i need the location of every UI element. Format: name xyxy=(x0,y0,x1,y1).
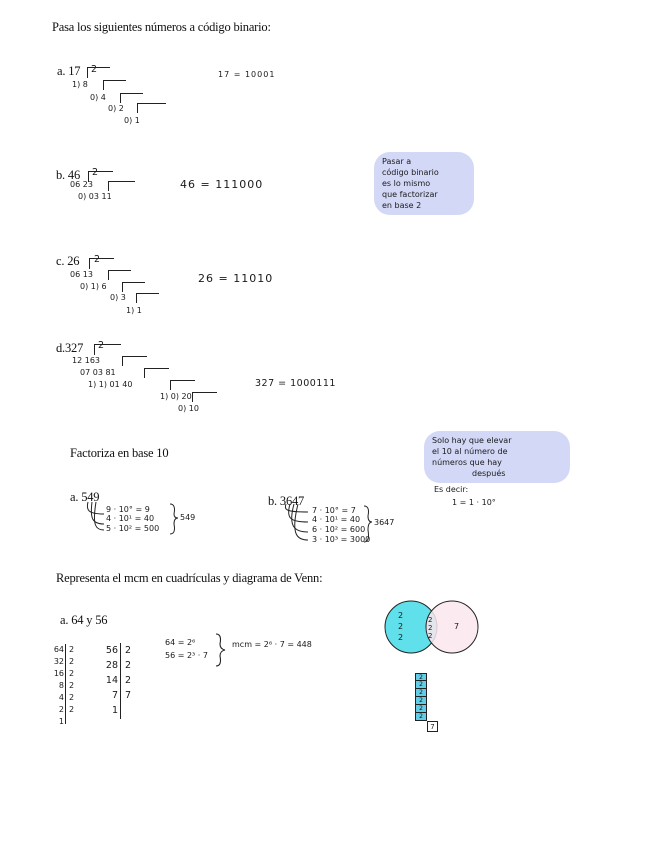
grid-cell: 2 xyxy=(415,681,427,689)
grid-cell: 2 xyxy=(415,705,427,713)
note-factor xyxy=(424,431,570,483)
division-bracket xyxy=(108,181,135,191)
division-bracket xyxy=(103,80,126,90)
factor-term: 6 · 10² = 600 xyxy=(312,525,366,534)
grid-cell: 2 xyxy=(415,689,427,697)
dividend: 32 xyxy=(53,657,64,666)
note-line: 1 = 1 · 10° xyxy=(452,498,496,507)
binary-result-d: 327 = 1000111 xyxy=(255,378,336,389)
dividend: 56 xyxy=(105,645,118,656)
divisor: 2 xyxy=(69,645,75,654)
division-row: 06 13 xyxy=(70,270,93,279)
division-bracket xyxy=(122,356,147,366)
venn-diagram xyxy=(382,596,482,686)
divisor: 2 xyxy=(125,660,132,671)
note-line: Es decir: xyxy=(434,485,469,494)
venn-value: 2 xyxy=(398,633,404,642)
venn-value: 2 xyxy=(398,622,404,631)
factor-column-64 xyxy=(44,644,64,728)
note-line: en base 2 xyxy=(382,201,422,210)
divisor: 2 xyxy=(69,669,75,678)
dividend: 1 xyxy=(58,717,64,726)
factor-term: 9 · 10° = 9 xyxy=(106,505,150,514)
division-row: 12 163 xyxy=(72,356,100,365)
instruction-factor: Factoriza en base 10 xyxy=(70,446,169,460)
factor-b-label: b. 3647 xyxy=(268,494,305,508)
division-row: 1) 1 xyxy=(126,306,142,315)
division-row: 0) 03 11 xyxy=(78,192,112,201)
binary-result-c: 26 = 11010 xyxy=(198,272,274,285)
mcm-grid xyxy=(415,673,427,721)
equation-56: 56 = 2³ · 7 xyxy=(165,651,208,660)
venn-value: 2 xyxy=(428,632,433,640)
division-row: 06 23 xyxy=(70,180,93,189)
note-binary xyxy=(374,152,474,215)
division-row: 1) 0) 20 xyxy=(160,392,192,401)
equation-64: 64 = 2⁶ xyxy=(165,638,196,647)
factor-total: 549 xyxy=(180,513,196,522)
instruction-binary: Pasa los siguientes números a código binario: xyxy=(52,20,271,34)
division-row: 0) 1 xyxy=(124,116,140,125)
note-line: después xyxy=(472,469,506,478)
dividend: 14 xyxy=(105,675,118,686)
venn-value: 2 xyxy=(428,624,433,632)
grid-cell-extra: 7 xyxy=(427,721,438,732)
factor-column-56 xyxy=(98,643,118,718)
divisor-column-64 xyxy=(69,644,74,716)
brace xyxy=(214,632,228,668)
note-line: es lo mismo xyxy=(382,179,431,188)
division-row: 0) 10 xyxy=(178,404,199,413)
mcm-result: mcm = 2⁶ · 7 = 448 xyxy=(232,640,312,649)
factor-a-label: a. 549 xyxy=(70,490,100,504)
exercise-d-label: d.327 xyxy=(56,341,84,355)
division-bracket xyxy=(136,293,159,303)
division-row: 07 03 81 xyxy=(80,368,116,377)
dividend: 7 xyxy=(111,690,118,701)
venn-value: 2 xyxy=(398,611,404,620)
venn-right-factor: 7 xyxy=(454,622,460,631)
division-bracket xyxy=(89,258,114,269)
exercise-b-label: b. 46 xyxy=(56,168,81,182)
division-row: 0) 4 xyxy=(90,93,106,102)
division-row: 0) 2 xyxy=(108,104,124,113)
division-bracket xyxy=(144,368,169,378)
divisor: 2 xyxy=(69,681,75,690)
grid-cell: 2 xyxy=(415,713,427,721)
division-row: 1) 1) 01 40 xyxy=(88,380,133,389)
division-bracket xyxy=(120,93,143,103)
grid-cell: 2 xyxy=(415,673,427,681)
column-divider xyxy=(120,643,121,719)
division-bracket xyxy=(192,392,217,402)
factor-term: 4 · 10¹ = 40 xyxy=(312,515,361,524)
divisor: 2 xyxy=(125,645,132,656)
division-row: 1) 8 xyxy=(72,80,88,89)
instruction-mcm: Representa el mcm en cuadrículas y diagrama de Venn: xyxy=(56,571,323,585)
divisor: 2 xyxy=(69,693,75,702)
venn-value: 2 xyxy=(428,616,433,624)
divisor: 7 xyxy=(125,690,132,701)
divisor: 2 xyxy=(69,705,75,714)
dividend: 4 xyxy=(58,693,64,702)
venn-middle-factors xyxy=(428,616,432,640)
divisor: 2 xyxy=(69,657,75,666)
note-line: números que hay xyxy=(432,458,502,467)
dividend: 2 xyxy=(58,705,64,714)
divisor-column-56 xyxy=(125,643,131,703)
binary-result-a: 17 = 10001 xyxy=(218,70,276,79)
division-row: 0) 1) 6 xyxy=(80,282,107,291)
dividend: 1 xyxy=(111,705,118,716)
dividend: 64 xyxy=(53,645,64,654)
binary-result-b: 46 = 111000 xyxy=(180,178,264,191)
factor-term: 3 · 10³ = 3000 xyxy=(312,535,371,544)
divisor: 2 xyxy=(94,254,101,265)
note-line: Solo hay que elevar xyxy=(432,436,512,445)
factor-term: 4 · 10¹ = 40 xyxy=(106,514,155,523)
note-line: que factorizar xyxy=(382,190,438,199)
column-divider xyxy=(65,644,66,724)
division-bracket xyxy=(137,103,166,113)
division-bracket xyxy=(170,380,195,390)
division-bracket xyxy=(108,270,131,280)
division-bracket xyxy=(122,282,145,292)
divisor: 2 xyxy=(91,64,98,75)
division-row: 0) 3 xyxy=(110,293,126,302)
divisor: 2 xyxy=(125,675,132,686)
factor-term: 7 · 10° = 7 xyxy=(312,506,356,515)
mcm-label: a. 64 y 56 xyxy=(60,613,108,627)
venn-set-56 xyxy=(426,601,478,653)
note-line: código binario xyxy=(382,168,439,177)
dividend: 28 xyxy=(105,660,118,671)
factor-term: 5 · 10² = 500 xyxy=(106,524,160,533)
venn-left-factors xyxy=(398,610,403,643)
divisor: 2 xyxy=(98,340,105,351)
note-line: Pasar a xyxy=(382,157,412,166)
exercise-a-label: a. 17 xyxy=(57,64,81,78)
grid-cell: 2 xyxy=(415,697,427,705)
divisor: 2 xyxy=(92,167,99,178)
factor-total: 3647 xyxy=(374,518,395,527)
dividend: 8 xyxy=(58,681,64,690)
dividend: 16 xyxy=(53,669,64,678)
exercise-c-label: c. 26 xyxy=(56,254,80,268)
note-line: el 10 al número de xyxy=(432,447,508,456)
